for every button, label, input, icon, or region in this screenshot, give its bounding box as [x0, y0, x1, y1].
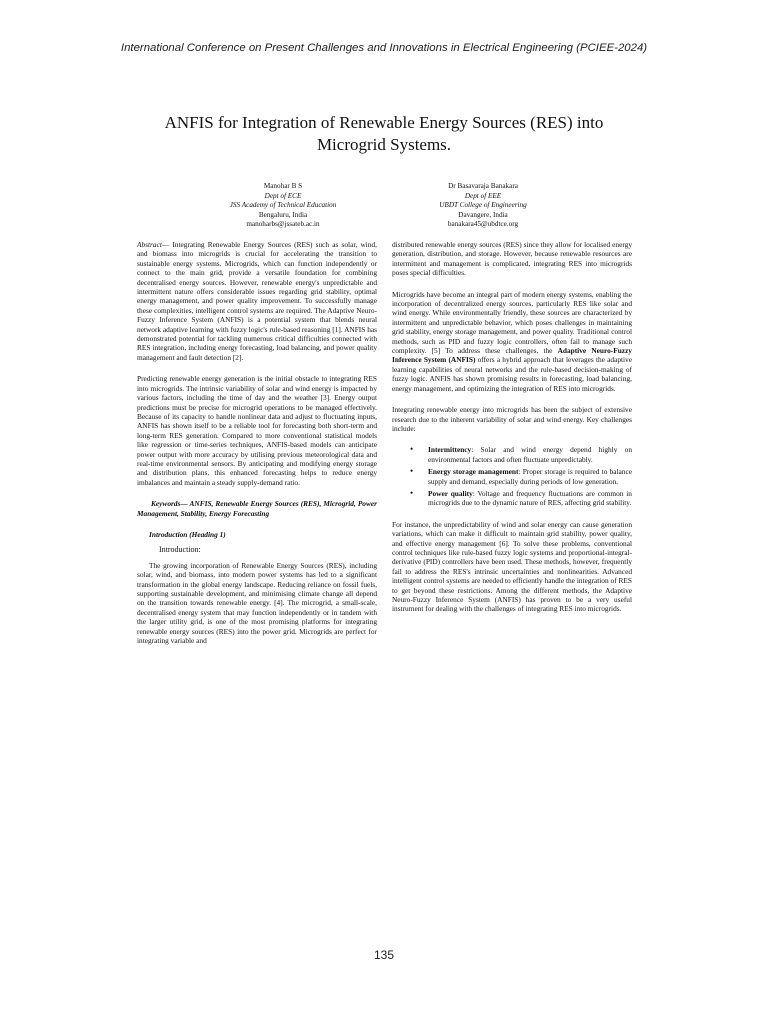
author-org: JSS Academy of Technical Education	[229, 201, 337, 210]
introduction-paragraph: The growing incorporation of Renewable Energy Sources (RES), including solar, wind, and biomass, into modern power systems has led to a significant transformation in the global energy landscape. Reducing reliance on fossil fuels, supporting sustainable development, and minimising climate change all depend on the transition towards renewable energy. [4]. The microgrid, a small-scale, decentralised energy system that may function independently or in tandem with the larger utility grid, is one of the most promising platforms for integrating renewable energy sources (RES) into the power grid. Microgrids are perfect for integrating variable and	[137, 560, 377, 646]
paragraph-text: offers a hybrid approach that leverages the adaptive learning capabilities of neural networks and the rule-based decision-making of fuzzy logic. ANFIS has shown promising results in forecasting, load balancing, energy management, and optimizing the integration of RES into microgrids.	[392, 355, 633, 393]
author-block-2	[383, 182, 583, 230]
page-number: 135	[373, 948, 395, 962]
author-dept: Dept of ECE	[264, 191, 302, 200]
body-paragraph-4: For instance, the unpredictability of wind and solar energy can cause generation variations, which can make it difficult to maintain grid stability, power quality, and effective energy management [6]. To solve these problems, conventional control techniques like rule-based fuzzy logic systems and proportional-integral-derivative (PID) controllers have been used. These methods, however, frequently fail to address the RES's intrinsic uncertainties and nonlinearities. Advanced intelligent control systems are needed to efficiently handle the integration of RES to get beyond these restrictions. Among the different methods, the Adaptive Neuro-Fuzzy Inference System (ANFIS) has proven to be a very useful instrument for dealing with the challenges of integrating RES into microgrids.	[392, 519, 632, 614]
list-item-term: Intermittency	[428, 445, 472, 455]
title-line-1: ANFIS for Integration of Renewable Energy Sources (RES) into	[164, 113, 604, 132]
list-item-text: : Solar and wind energy depend highly on environmental factors and often fluctuate unpredictably.	[428, 445, 632, 464]
abstract-text: — Integrating Renewable Energy Sources (RES) such as solar, wind, and biomass into microgrids is crucial for accelerating the transition to sustainable energy systems. Microgrids, which can function independently or connect to the main grid, provide a versatile foundation for combining decentralised energy sources. However, renewable energy's unpredictable and intermittent nature offers considerable issues regarding grid stability, optimal energy management, and power quality improvement. To successfully manage these complexities, intelligent control systems are required. The Adaptive Neuro-Fuzzy Inference System (ANFIS) is a potential system that blends neural network adaptive learning with fuzzy logic's rule-based reasoning [1]. ANFIS has demonstrated potential for tackling numerous critical difficulties connected with RES integration, including energy forecasting, load balancing, and power quality management and fault detection [2].	[137, 240, 377, 362]
conference-header: International Conference on Present Challenges and Innovations in Electrical Engineering (PCIEE-2024)	[120, 42, 648, 54]
author-dept: Dept of EEE	[464, 191, 502, 200]
list-item	[428, 467, 632, 486]
author-block-1	[183, 182, 383, 230]
author-location: Davangere, India	[458, 210, 508, 219]
introduction-label: Introduction:	[159, 545, 201, 555]
paper-title	[120, 112, 648, 156]
abstract-paragraph	[137, 240, 377, 362]
body-paragraph-2	[392, 290, 632, 393]
keywords: Keywords— ANFIS, Renewable Energy Sources (RES), Microgrid, Power Management, Stability, Energy Forecasting	[137, 499, 377, 518]
author-name: Manohar B S	[263, 182, 303, 190]
abstract-paragraph-2: Predicting renewable energy generation is the initial obstacle to integrating RES into microgrids. The intrinsic variability of solar and wind energy is impacted by various factors, including the time of day and the weather [3]. Energy output predictions must be precise for microgrid operations to be managed effectively. Because of its capacity to handle nonlinear data and adjust to fluctuating inputs, ANFIS has shown itself to be a reliable tool for forecasting both short-term and long-term RES generation. Compared to more conventional statistical models like regression or time-series techniques, ANFIS-based models can anticipate power output with more accuracy by utilising previous meteorological data and real-time environmental sensors. By anticipating and modifying energy storage and distribution plans, this enhanced forecasting helps to reduce energy imbalances and maintain a steady supply-demand ratio.	[137, 374, 377, 487]
list-item-text: : Voltage and frequency fluctuations are common in microgrids due to the dynamic nature of RES, affecting grid stability.	[428, 488, 632, 508]
title-line-2: Microgrid Systems.	[316, 135, 452, 154]
list-item	[428, 445, 632, 464]
author-location: Bengaluru, India	[258, 210, 308, 219]
list-item-text: : Proper storage is required to balance supply and demand, especially during periods of low generation.	[428, 467, 632, 486]
section-heading: Introduction (Heading 1)	[149, 529, 226, 539]
anfis-bold-term: Adaptive Neuro-Fuzzy Inference System (ANFIS)	[392, 346, 632, 365]
author-email: manoharbs@jssateb.ac.in	[246, 220, 320, 229]
body-paragraph-1: distributed renewable energy sources (RES) since they allow for localised energy generation, distribution, and storage. However, because renewable resources are intermittent and management is complicated, integrating RES into microgrids poses special difficulties.	[392, 240, 632, 278]
list-item-term: Energy storage management	[428, 467, 519, 477]
paragraph-text: Microgrids have become an integral part of modern energy systems, enabling the incorporation of decentralized energy sources, particularly RES like solar and wind energy. While environmentally friendly, these sources are characterized by intermittent and unpredictable behavior, which poses challenges in maintaining grid stability, energy storage management, and power quality. Traditional control methods, such as PID and fuzzy logic controllers, often fail to manage such complexity. [5] To address these challenges, the	[392, 289, 632, 356]
body-paragraph-3: Integrating renewable energy into microgrids has been the subject of extensive research due to the inherent variability of solar and wind energy. Key challenges include:	[392, 405, 632, 433]
list-item	[428, 489, 632, 508]
list-item-term: Power quality	[428, 488, 473, 498]
author-email: banakara45@ubdtce.org	[447, 220, 519, 229]
abstract-label: Abstract	[137, 240, 162, 249]
left-column	[137, 240, 377, 657]
author-org: UBDT College of Engineering	[439, 201, 527, 210]
author-name: Dr Basavaraja Banakara	[448, 182, 518, 190]
challenges-list	[392, 445, 632, 507]
right-column	[392, 240, 632, 626]
